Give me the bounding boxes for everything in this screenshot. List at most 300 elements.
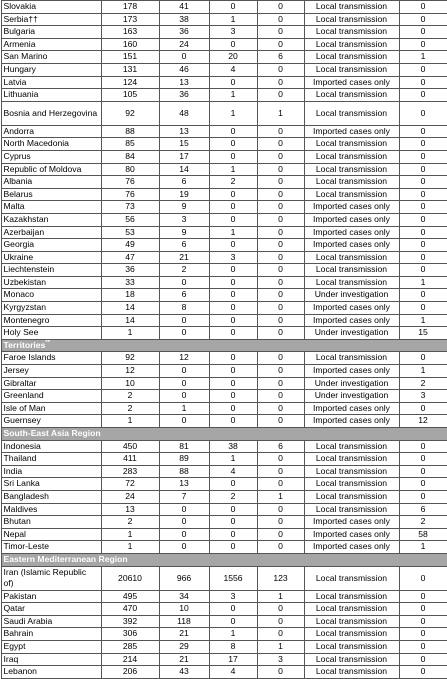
days-since-last-case: 15 xyxy=(399,327,447,340)
transmission-classification: Imported cases only xyxy=(304,415,399,428)
total-deaths: 0 xyxy=(209,302,257,315)
transmission-classification: Local transmission xyxy=(304,503,399,516)
days-since-last-case: 1 xyxy=(399,541,447,554)
new-deaths: 0 xyxy=(257,26,304,39)
total-deaths: 0 xyxy=(209,390,257,403)
total-confirmed: 84 xyxy=(101,150,159,163)
days-since-last-case: 6 xyxy=(399,503,447,516)
transmission-classification: Local transmission xyxy=(304,478,399,491)
country-name: Lithuania xyxy=(1,89,101,102)
days-since-last-case: 0 xyxy=(399,176,447,189)
country-name: Lebanon xyxy=(1,666,101,679)
table-row xyxy=(1,327,447,340)
days-since-last-case: 0 xyxy=(399,302,447,315)
days-since-last-case: 0 xyxy=(399,150,447,163)
new-confirmed: 36 xyxy=(159,89,209,102)
transmission-classification: Under investigation xyxy=(304,390,399,403)
total-confirmed: 49 xyxy=(101,239,159,252)
table-row xyxy=(1,201,447,214)
total-deaths: 1 xyxy=(209,89,257,102)
new-confirmed: 118 xyxy=(159,615,209,628)
new-confirmed: 21 xyxy=(159,628,209,641)
new-deaths: 0 xyxy=(257,390,304,403)
new-confirmed: 89 xyxy=(159,453,209,466)
new-deaths: 0 xyxy=(257,201,304,214)
table-body xyxy=(1,1,447,679)
new-deaths: 1 xyxy=(257,490,304,503)
country-name: Ukraine xyxy=(1,251,101,264)
transmission-classification: Local transmission xyxy=(304,51,399,64)
new-deaths: 0 xyxy=(257,516,304,529)
transmission-classification: Imported cases only xyxy=(304,314,399,327)
table-row xyxy=(1,314,447,327)
section-header xyxy=(1,428,447,441)
country-name: Republic of Moldova xyxy=(1,163,101,176)
new-confirmed: 2 xyxy=(159,264,209,277)
total-deaths: 0 xyxy=(209,239,257,252)
table-row xyxy=(1,163,447,176)
new-confirmed: 6 xyxy=(159,239,209,252)
transmission-classification: Local transmission xyxy=(304,453,399,466)
transmission-classification: Local transmission xyxy=(304,26,399,39)
country-name: Isle of Man xyxy=(1,402,101,415)
section-label: Territories xyxy=(4,340,46,350)
new-confirmed: 8 xyxy=(159,302,209,315)
total-confirmed: 1 xyxy=(101,415,159,428)
total-confirmed: 495 xyxy=(101,590,159,603)
country-name: Andorra xyxy=(1,125,101,138)
total-confirmed: 92 xyxy=(101,352,159,365)
total-deaths: 0 xyxy=(209,415,257,428)
transmission-classification: Local transmission xyxy=(304,38,399,51)
new-confirmed: 0 xyxy=(159,327,209,340)
transmission-classification: Imported cases only xyxy=(304,125,399,138)
total-confirmed: 392 xyxy=(101,615,159,628)
total-deaths: 0 xyxy=(209,1,257,14)
total-confirmed: 285 xyxy=(101,640,159,653)
country-name: Egypt xyxy=(1,640,101,653)
total-deaths: 0 xyxy=(209,150,257,163)
table-row xyxy=(1,89,447,102)
new-confirmed: 0 xyxy=(159,365,209,378)
new-confirmed: 0 xyxy=(159,528,209,541)
total-confirmed: 206 xyxy=(101,666,159,679)
new-deaths: 0 xyxy=(257,327,304,340)
transmission-classification: Under investigation xyxy=(304,377,399,390)
new-confirmed: 0 xyxy=(159,541,209,554)
total-deaths: 0 xyxy=(209,213,257,226)
table-row xyxy=(1,264,447,277)
transmission-classification: Imported cases only xyxy=(304,226,399,239)
days-since-last-case: 0 xyxy=(399,76,447,89)
total-deaths: 0 xyxy=(209,314,257,327)
new-confirmed: 34 xyxy=(159,590,209,603)
section-header-row xyxy=(1,553,447,566)
country-name: Malta xyxy=(1,201,101,214)
total-deaths: 1 xyxy=(209,628,257,641)
table-row xyxy=(1,566,447,590)
new-confirmed: 12 xyxy=(159,352,209,365)
country-name: Nepal xyxy=(1,528,101,541)
total-confirmed: 163 xyxy=(101,26,159,39)
new-deaths: 0 xyxy=(257,125,304,138)
transmission-classification: Local transmission xyxy=(304,465,399,478)
country-name: Bhutan xyxy=(1,516,101,529)
days-since-last-case: 0 xyxy=(399,188,447,201)
total-deaths: 0 xyxy=(209,201,257,214)
new-confirmed: 81 xyxy=(159,440,209,453)
total-deaths: 20 xyxy=(209,51,257,64)
total-confirmed: 13 xyxy=(101,503,159,516)
table-row xyxy=(1,365,447,378)
total-confirmed: 12 xyxy=(101,365,159,378)
country-name: Albania xyxy=(1,176,101,189)
table-row xyxy=(1,188,447,201)
total-confirmed: 131 xyxy=(101,63,159,76)
total-deaths: 0 xyxy=(209,541,257,554)
transmission-classification: Under investigation xyxy=(304,289,399,302)
new-deaths: 0 xyxy=(257,264,304,277)
new-deaths: 0 xyxy=(257,1,304,14)
country-name: Hungary xyxy=(1,63,101,76)
table-row xyxy=(1,213,447,226)
total-deaths: 0 xyxy=(209,402,257,415)
country-name: Timor-Leste xyxy=(1,541,101,554)
total-confirmed: 18 xyxy=(101,289,159,302)
new-confirmed: 13 xyxy=(159,76,209,89)
transmission-classification: Local transmission xyxy=(304,63,399,76)
transmission-classification: Local transmission xyxy=(304,490,399,503)
total-deaths: 0 xyxy=(209,615,257,628)
new-deaths: 0 xyxy=(257,666,304,679)
total-confirmed: 160 xyxy=(101,38,159,51)
new-confirmed: 48 xyxy=(159,101,209,125)
table-row xyxy=(1,239,447,252)
new-confirmed: 0 xyxy=(159,516,209,529)
transmission-classification: Local transmission xyxy=(304,1,399,14)
days-since-last-case: 12 xyxy=(399,415,447,428)
table-row xyxy=(1,415,447,428)
new-deaths: 1 xyxy=(257,590,304,603)
total-confirmed: 76 xyxy=(101,176,159,189)
total-deaths: 0 xyxy=(209,365,257,378)
total-confirmed: 56 xyxy=(101,213,159,226)
total-confirmed: 411 xyxy=(101,453,159,466)
days-since-last-case: 0 xyxy=(399,13,447,26)
table-row xyxy=(1,440,447,453)
days-since-last-case: 0 xyxy=(399,38,447,51)
total-confirmed: 73 xyxy=(101,201,159,214)
new-confirmed: 13 xyxy=(159,478,209,491)
country-name: Latvia xyxy=(1,76,101,89)
total-confirmed: 36 xyxy=(101,264,159,277)
new-confirmed: 19 xyxy=(159,188,209,201)
transmission-classification: Local transmission xyxy=(304,566,399,590)
new-confirmed: 6 xyxy=(159,176,209,189)
total-confirmed: 14 xyxy=(101,314,159,327)
new-confirmed: 15 xyxy=(159,138,209,151)
country-name: Bahrain xyxy=(1,628,101,641)
new-confirmed: 9 xyxy=(159,201,209,214)
total-deaths: 1 xyxy=(209,13,257,26)
days-since-last-case: 0 xyxy=(399,163,447,176)
days-since-last-case: 1 xyxy=(399,314,447,327)
new-deaths: 0 xyxy=(257,415,304,428)
days-since-last-case: 0 xyxy=(399,201,447,214)
new-confirmed: 43 xyxy=(159,666,209,679)
table-row xyxy=(1,63,447,76)
total-confirmed: 178 xyxy=(101,1,159,14)
new-deaths: 0 xyxy=(257,314,304,327)
days-since-last-case: 0 xyxy=(399,125,447,138)
total-deaths: 1556 xyxy=(209,566,257,590)
days-since-last-case: 0 xyxy=(399,453,447,466)
country-name: India xyxy=(1,465,101,478)
days-since-last-case: 0 xyxy=(399,63,447,76)
new-deaths: 0 xyxy=(257,188,304,201)
total-confirmed: 24 xyxy=(101,490,159,503)
country-name: Thailand xyxy=(1,453,101,466)
new-deaths: 0 xyxy=(257,226,304,239)
table-row xyxy=(1,453,447,466)
days-since-last-case: 3 xyxy=(399,390,447,403)
transmission-classification: Local transmission xyxy=(304,138,399,151)
new-confirmed: 36 xyxy=(159,26,209,39)
section-label: South-East Asia Region xyxy=(4,428,101,438)
table-row xyxy=(1,76,447,89)
country-name: Saudi Arabia xyxy=(1,615,101,628)
new-deaths: 0 xyxy=(257,402,304,415)
total-deaths: 2 xyxy=(209,176,257,189)
table-row xyxy=(1,628,447,641)
new-deaths: 0 xyxy=(257,13,304,26)
transmission-classification: Local transmission xyxy=(304,628,399,641)
new-deaths: 0 xyxy=(257,289,304,302)
total-deaths: 17 xyxy=(209,653,257,666)
new-confirmed: 0 xyxy=(159,276,209,289)
days-since-last-case: 0 xyxy=(399,490,447,503)
country-name: Kyrgyzstan xyxy=(1,302,101,315)
total-deaths: 0 xyxy=(209,138,257,151)
new-deaths: 6 xyxy=(257,440,304,453)
transmission-classification: Imported cases only xyxy=(304,516,399,529)
table-row xyxy=(1,150,447,163)
new-deaths: 0 xyxy=(257,603,304,616)
table-row xyxy=(1,653,447,666)
table-row xyxy=(1,516,447,529)
total-deaths: 2 xyxy=(209,490,257,503)
country-name: Uzbekistan xyxy=(1,276,101,289)
transmission-classification: Imported cases only xyxy=(304,528,399,541)
new-deaths: 0 xyxy=(257,239,304,252)
days-since-last-case: 0 xyxy=(399,653,447,666)
transmission-classification: Imported cases only xyxy=(304,76,399,89)
new-confirmed: 17 xyxy=(159,150,209,163)
total-deaths: 0 xyxy=(209,188,257,201)
total-deaths: 0 xyxy=(209,327,257,340)
transmission-classification: Local transmission xyxy=(304,101,399,125)
table-row xyxy=(1,276,447,289)
total-confirmed: 47 xyxy=(101,251,159,264)
total-deaths: 0 xyxy=(209,528,257,541)
table-row xyxy=(1,528,447,541)
table-row xyxy=(1,666,447,679)
table-row xyxy=(1,640,447,653)
days-since-last-case: 0 xyxy=(399,603,447,616)
transmission-classification: Imported cases only xyxy=(304,302,399,315)
country-name: Jersey xyxy=(1,365,101,378)
country-name: Georgia xyxy=(1,239,101,252)
days-since-last-case: 0 xyxy=(399,251,447,264)
transmission-classification: Under investigation xyxy=(304,327,399,340)
table-row xyxy=(1,490,447,503)
new-deaths: 0 xyxy=(257,38,304,51)
days-since-last-case: 2 xyxy=(399,377,447,390)
new-confirmed: 0 xyxy=(159,415,209,428)
days-since-last-case: 0 xyxy=(399,226,447,239)
country-name: Montenegro xyxy=(1,314,101,327)
total-confirmed: 470 xyxy=(101,603,159,616)
days-since-last-case: 0 xyxy=(399,628,447,641)
total-deaths: 8 xyxy=(209,640,257,653)
table-row xyxy=(1,603,447,616)
section-header xyxy=(1,339,447,352)
days-since-last-case: 0 xyxy=(399,478,447,491)
total-confirmed: 2 xyxy=(101,390,159,403)
new-deaths: 3 xyxy=(257,653,304,666)
country-name: Cyprus xyxy=(1,150,101,163)
total-confirmed: 92 xyxy=(101,101,159,125)
country-name: North Macedonia xyxy=(1,138,101,151)
new-confirmed: 29 xyxy=(159,640,209,653)
transmission-classification: Local transmission xyxy=(304,640,399,653)
table-row xyxy=(1,590,447,603)
table-row xyxy=(1,101,447,125)
table-row xyxy=(1,478,447,491)
total-confirmed: 20610 xyxy=(101,566,159,590)
country-name: Iran (Islamic Republic of) xyxy=(1,566,101,590)
country-name: Slovakia xyxy=(1,1,101,14)
total-confirmed: 72 xyxy=(101,478,159,491)
total-deaths: 0 xyxy=(209,503,257,516)
country-name: Liechtenstein xyxy=(1,264,101,277)
total-deaths: 0 xyxy=(209,276,257,289)
table-row xyxy=(1,251,447,264)
days-since-last-case: 0 xyxy=(399,239,447,252)
transmission-classification: Local transmission xyxy=(304,440,399,453)
total-confirmed: 450 xyxy=(101,440,159,453)
total-confirmed: 151 xyxy=(101,51,159,64)
total-deaths: 0 xyxy=(209,377,257,390)
country-name: Kazakhstan xyxy=(1,213,101,226)
table-row xyxy=(1,503,447,516)
total-deaths: 4 xyxy=(209,465,257,478)
total-deaths: 0 xyxy=(209,352,257,365)
new-confirmed: 24 xyxy=(159,38,209,51)
table-row xyxy=(1,1,447,14)
transmission-classification: Imported cases only xyxy=(304,402,399,415)
total-deaths: 3 xyxy=(209,590,257,603)
new-deaths: 0 xyxy=(257,302,304,315)
table-row xyxy=(1,38,447,51)
new-deaths: 0 xyxy=(257,628,304,641)
country-name: Maldives xyxy=(1,503,101,516)
new-confirmed: 13 xyxy=(159,125,209,138)
total-confirmed: 214 xyxy=(101,653,159,666)
new-deaths: 0 xyxy=(257,528,304,541)
new-confirmed: 7 xyxy=(159,490,209,503)
days-since-last-case: 0 xyxy=(399,1,447,14)
total-deaths: 0 xyxy=(209,516,257,529)
table-row xyxy=(1,615,447,628)
country-name: Armenia xyxy=(1,38,101,51)
total-confirmed: 105 xyxy=(101,89,159,102)
country-name: Qatar xyxy=(1,603,101,616)
transmission-classification: Local transmission xyxy=(304,251,399,264)
new-deaths: 0 xyxy=(257,276,304,289)
country-name: Gibraltar xyxy=(1,377,101,390)
new-confirmed: 38 xyxy=(159,13,209,26)
new-confirmed: 9 xyxy=(159,226,209,239)
total-confirmed: 88 xyxy=(101,125,159,138)
new-deaths: 0 xyxy=(257,251,304,264)
days-since-last-case: 0 xyxy=(399,666,447,679)
transmission-classification: Imported cases only xyxy=(304,213,399,226)
days-since-last-case: 1 xyxy=(399,365,447,378)
table-row xyxy=(1,289,447,302)
total-deaths: 0 xyxy=(209,478,257,491)
total-confirmed: 80 xyxy=(101,163,159,176)
total-confirmed: 173 xyxy=(101,13,159,26)
country-name: Faroe Islands xyxy=(1,352,101,365)
days-since-last-case: 0 xyxy=(399,566,447,590)
section-footnote-mark: ** xyxy=(45,340,50,346)
total-confirmed: 53 xyxy=(101,226,159,239)
transmission-classification: Local transmission xyxy=(304,603,399,616)
section-header xyxy=(1,553,447,566)
new-deaths: 0 xyxy=(257,163,304,176)
new-deaths: 123 xyxy=(257,566,304,590)
new-deaths: 0 xyxy=(257,453,304,466)
situation-table xyxy=(1,0,447,679)
new-deaths: 1 xyxy=(257,101,304,125)
country-name: Sri Lanka xyxy=(1,478,101,491)
new-deaths: 0 xyxy=(257,150,304,163)
transmission-classification: Local transmission xyxy=(304,176,399,189)
new-confirmed: 21 xyxy=(159,653,209,666)
country-name: San Marino xyxy=(1,51,101,64)
new-deaths: 0 xyxy=(257,138,304,151)
new-confirmed: 41 xyxy=(159,1,209,14)
total-deaths: 4 xyxy=(209,666,257,679)
table-row xyxy=(1,465,447,478)
days-since-last-case: 0 xyxy=(399,402,447,415)
total-confirmed: 2 xyxy=(101,402,159,415)
transmission-classification: Local transmission xyxy=(304,188,399,201)
transmission-classification: Imported cases only xyxy=(304,201,399,214)
country-name: Holy See xyxy=(1,327,101,340)
transmission-classification: Local transmission xyxy=(304,163,399,176)
days-since-last-case: 0 xyxy=(399,615,447,628)
total-deaths: 1 xyxy=(209,226,257,239)
days-since-last-case: 0 xyxy=(399,213,447,226)
total-confirmed: 124 xyxy=(101,76,159,89)
total-confirmed: 14 xyxy=(101,302,159,315)
table-row xyxy=(1,402,447,415)
total-confirmed: 33 xyxy=(101,276,159,289)
new-confirmed: 0 xyxy=(159,390,209,403)
country-name: Indonesia xyxy=(1,440,101,453)
